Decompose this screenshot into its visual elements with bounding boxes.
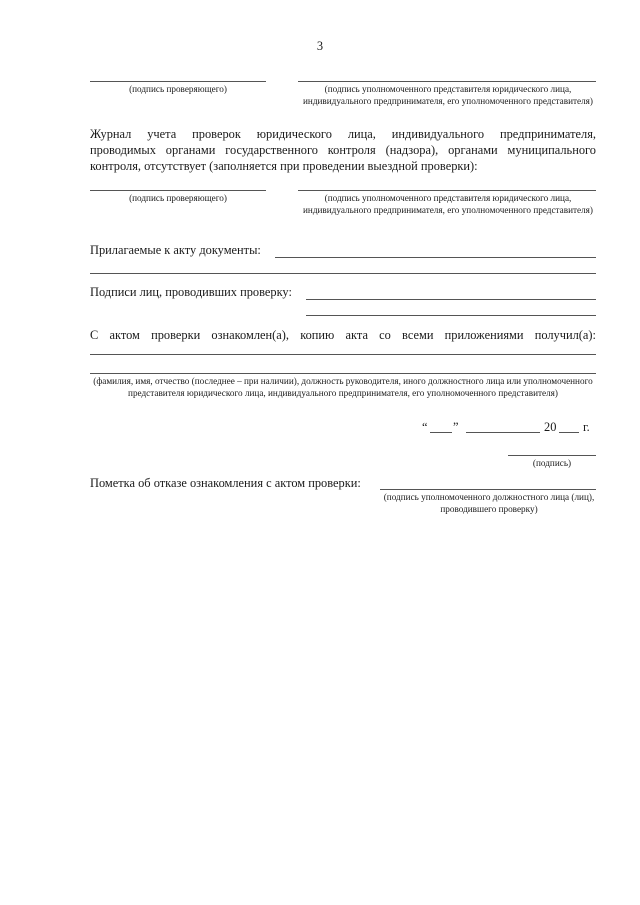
refusal-caption: (подпись уполномоченного должностного лица (лиц), проводившего проверку) <box>383 492 595 514</box>
representative-signature-line-1 <box>298 81 596 82</box>
inspectors-signatures-field[interactable] <box>306 299 596 300</box>
acquainted-text: С актом проверки ознакомлен(а), копию акта со всеми приложениями получил(а): <box>90 328 596 342</box>
inspectors-signatures-label: Подписи лиц, проводивших проверку: <box>90 285 292 299</box>
representative-signature-caption-2: (подпись уполномоченного представителя юридического лица, индивидуального предпринимателя, его уполномоченного представителя) <box>303 193 593 215</box>
refusal-label: Пометка об отказе ознакомления с актом проверки: <box>90 476 361 490</box>
inspectors-signatures-field-2[interactable] <box>306 315 596 316</box>
acquainted-caption: (фамилия, имя, отчество (последнее – при наличии), должность руководителя, иного должностного лица или уполномоченного представителя юридического лица, индивидуального предпринимателя, его уполномоченного представителя) <box>93 376 593 398</box>
inspector-signature-caption-2: (подпись проверяющего) <box>129 193 227 203</box>
representative-signature-line-2 <box>298 190 596 191</box>
attached-documents-label: Прилагаемые к акту документы: <box>90 243 261 257</box>
refusal-signature-field[interactable] <box>380 489 596 490</box>
date-year-prefix: 20 <box>544 420 557 434</box>
inspector-signature-line-2 <box>90 190 266 191</box>
date-year-suffix: г. <box>583 420 590 434</box>
journal-line-1: Журнал учета проверок юридического лица, индивидуального предпринимателя, <box>90 127 596 141</box>
page-number: 3 <box>316 39 324 53</box>
date-close-quote: ” <box>453 420 459 434</box>
signature-field[interactable] <box>508 455 596 456</box>
date-open-quote: “ <box>422 420 428 434</box>
inspector-signature-caption-1: (подпись проверяющего) <box>129 84 227 94</box>
signature-caption: (подпись) <box>532 458 572 468</box>
date-day-field[interactable] <box>430 432 452 433</box>
attached-documents-field-2[interactable] <box>90 273 596 274</box>
date-year-field[interactable] <box>559 432 579 433</box>
acquainted-field[interactable] <box>90 354 596 355</box>
date-month-field[interactable] <box>466 432 540 433</box>
journal-line-3: контроля, отсутствует (заполняется при проведении выездной проверки): <box>90 159 478 173</box>
representative-signature-caption-1: (подпись уполномоченного представителя юридического лица, индивидуального предпринимателя, его уполномоченного представителя) <box>303 84 593 106</box>
inspector-signature-line-1 <box>90 81 266 82</box>
attached-documents-field[interactable] <box>275 257 596 258</box>
journal-line-2: проводимых органами государственного контроля (надзора), органами муниципального <box>90 143 596 157</box>
acquainted-field-2[interactable] <box>90 373 596 374</box>
